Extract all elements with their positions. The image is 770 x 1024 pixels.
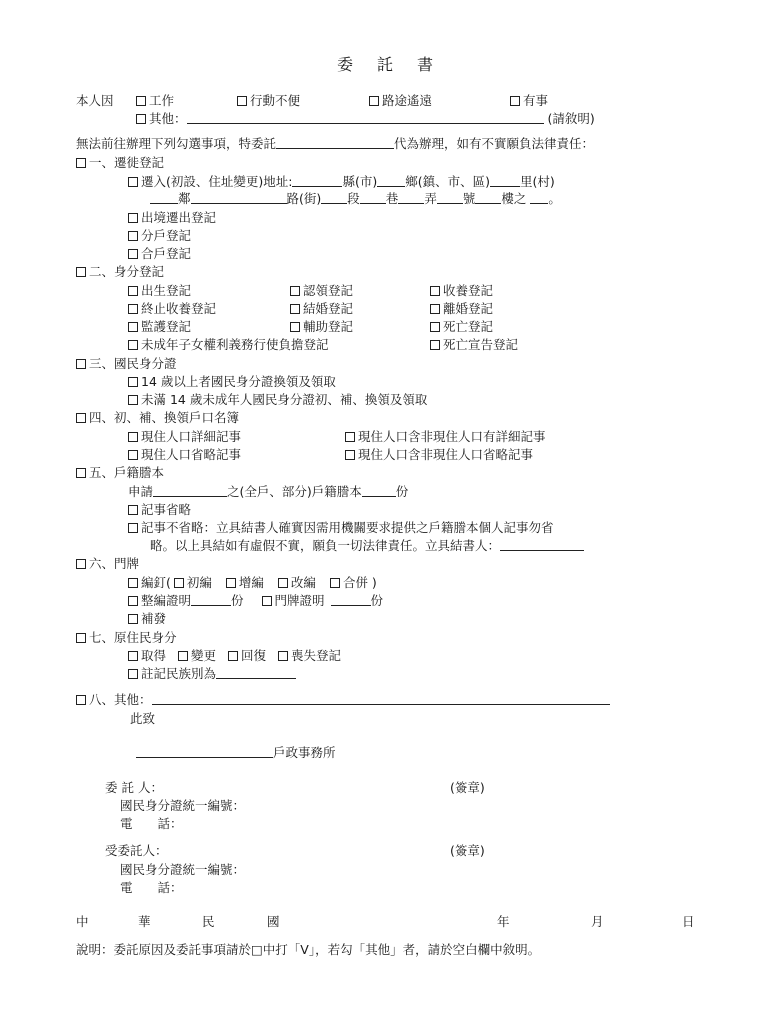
s2-death-checkbox[interactable] — [430, 322, 440, 332]
s7-restore-checkbox[interactable] — [228, 651, 238, 661]
lane-field[interactable] — [360, 191, 386, 204]
s4-item: 現住人口含非現住人口有詳細記事 — [345, 429, 546, 445]
reason-distance: 路途遙遠 — [369, 93, 432, 109]
s5-omit: 記事省略 — [128, 502, 191, 518]
s6-plate-cert-checkbox[interactable] — [262, 596, 272, 606]
s7-ethnic-field[interactable] — [216, 666, 296, 679]
s2-divorce-checkbox[interactable] — [430, 304, 440, 314]
road-field[interactable] — [191, 191, 287, 204]
reason-other-field[interactable] — [187, 111, 544, 124]
agent-id: 國民身分證統一編號： — [120, 862, 246, 877]
reason-business: 有事 — [510, 93, 548, 109]
s3-a-checkbox[interactable] — [128, 377, 138, 387]
date-char: 民 — [202, 914, 215, 929]
s5-copies-field[interactable] — [362, 484, 396, 497]
reason-other-checkbox[interactable] — [136, 114, 146, 124]
section-3-checkbox[interactable] — [76, 359, 86, 369]
s7-options: 取得 變更 回復 喪失登記 — [128, 648, 341, 664]
county-field[interactable] — [292, 174, 342, 187]
s6-change-checkbox[interactable] — [278, 578, 288, 588]
s5-omit-checkbox[interactable] — [128, 505, 138, 515]
to-line: 此致 — [130, 711, 156, 726]
s2-end-adoption-checkbox[interactable] — [128, 304, 138, 314]
s4-a-checkbox[interactable] — [128, 432, 138, 442]
s1-split: 分戶登記 — [128, 228, 191, 244]
s7-acquire-checkbox[interactable] — [128, 651, 138, 661]
s5-noomit-checkbox[interactable] — [128, 523, 138, 533]
s8-other-field[interactable] — [152, 692, 610, 705]
section-6-checkbox[interactable] — [76, 559, 86, 569]
s2-item: 離婚登記 — [430, 301, 493, 317]
section-4-heading: 四、初、補、換領戶口名簿 — [76, 410, 239, 426]
s6-cert: 整編證明 份 門牌證明 份 — [128, 593, 383, 609]
date-char: 中 — [76, 914, 89, 929]
delegate-name-field[interactable] — [276, 136, 394, 149]
s4-c-checkbox[interactable] — [128, 450, 138, 460]
s6-edit: 編釘( 初編 增編 改編 合併 ) — [128, 575, 377, 591]
office-field[interactable] — [136, 745, 273, 758]
principal-label: 委 託 人： — [105, 780, 163, 795]
s5-noomit: 記事不省略：立具結書人確實因需用機關要求提供之戶籍謄本個人記事勿省 — [128, 520, 554, 536]
floor-field[interactable] — [475, 191, 501, 204]
reason-business-checkbox[interactable] — [510, 96, 520, 106]
s3-item: 未滿 14 歲未成年人國民身分證初、補、換領及領取 — [128, 392, 427, 408]
s6-initial-checkbox[interactable] — [174, 578, 184, 588]
reason-other: 其他： (請敘明) — [136, 111, 595, 127]
s7-lose-checkbox[interactable] — [278, 651, 288, 661]
section-field[interactable] — [321, 191, 347, 204]
date-year: 年 — [497, 914, 510, 929]
s5-apply: 申請 之(全戶、部分)戶籍謄本 份 — [128, 484, 409, 499]
section-7-heading: 七、原住民身分 — [76, 630, 177, 646]
principal-phone: 電 話： — [120, 816, 183, 831]
floor-sub-field[interactable] — [530, 191, 548, 204]
s4-item: 現住人口含非現住人口省略記事 — [345, 447, 533, 463]
section-1-heading: 一、遷徙登記 — [76, 155, 164, 171]
note: 說明：委託原因及委託事項請於□中打「V」，若勾「其他」者，請於空白欄中敘明。 — [76, 942, 541, 957]
s2-minor-checkbox[interactable] — [128, 340, 138, 350]
section-5-checkbox[interactable] — [76, 468, 86, 478]
s2-acknowledge-checkbox[interactable] — [290, 286, 300, 296]
s7-change-checkbox[interactable] — [178, 651, 188, 661]
s2-death-decl-checkbox[interactable] — [430, 340, 440, 350]
section-7-checkbox[interactable] — [76, 633, 86, 643]
s2-adoption-checkbox[interactable] — [430, 286, 440, 296]
date-char: 華 — [138, 914, 151, 929]
s1-merge-checkbox[interactable] — [128, 249, 138, 259]
number-field[interactable] — [437, 191, 463, 204]
s2-marriage-checkbox[interactable] — [290, 304, 300, 314]
s2-birth-checkbox[interactable] — [128, 286, 138, 296]
section-5-heading: 五、戶籍謄本 — [76, 465, 164, 481]
principal-id: 國民身分證統一編號： — [120, 798, 246, 813]
s2-item: 終止收養登記 — [128, 301, 216, 317]
document-title: 委 託 書 — [336, 55, 434, 74]
s4-b-checkbox[interactable] — [345, 432, 355, 442]
section-1-checkbox[interactable] — [76, 158, 86, 168]
s2-item: 輔助登記 — [290, 319, 353, 335]
s2-item: 監護登記 — [128, 319, 191, 335]
s1-out: 出境遷出登記 — [128, 210, 216, 226]
s2-guardian-checkbox[interactable] — [128, 322, 138, 332]
s5-name-field[interactable] — [153, 484, 227, 497]
s1-move-in-checkbox[interactable] — [128, 177, 138, 187]
s6-reissue-checkbox[interactable] — [128, 614, 138, 624]
section-2-heading: 二、身分登記 — [76, 264, 164, 280]
s6-add-checkbox[interactable] — [226, 578, 236, 588]
s4-item: 現住人口省略記事 — [128, 447, 241, 463]
village-field[interactable] — [490, 174, 520, 187]
date-char: 國 — [267, 914, 280, 929]
reason-work-checkbox[interactable] — [136, 96, 146, 106]
s3-item: 14 歲以上者國民身分證換領及領取 — [128, 374, 336, 390]
reason-mobility-checkbox[interactable] — [237, 96, 247, 106]
reason-work: 工作 — [136, 93, 174, 109]
s3-b-checkbox[interactable] — [128, 395, 138, 405]
reason-intro: 本人因 — [76, 93, 114, 108]
s1-split-checkbox[interactable] — [128, 231, 138, 241]
section-8-checkbox[interactable] — [76, 695, 86, 705]
reason-distance-checkbox[interactable] — [369, 96, 379, 106]
s2-item: 收養登記 — [430, 283, 493, 299]
agent-label: 受委託人： — [105, 843, 168, 858]
section-2-checkbox[interactable] — [76, 267, 86, 277]
s6-reissue: 補發 — [128, 611, 166, 627]
s6-cert-copies-field[interactable] — [191, 593, 231, 606]
agent-seal: (簽章) — [450, 843, 485, 858]
date-month: 月 — [591, 914, 604, 929]
delegate-line: 無法前往辦理下列勾選事項，特委託 代為辦理，如有不實願負法律責任： — [76, 136, 595, 151]
s6-edit-checkbox[interactable] — [128, 578, 138, 588]
s2-item: 出生登記 — [128, 283, 191, 299]
s2-item: 死亡登記 — [430, 319, 493, 335]
alley-field[interactable] — [398, 191, 424, 204]
s2-item: 結婚登記 — [290, 301, 353, 317]
s1-move-in: 遷入(初設、住址變更)地址: 縣(市) 鄉(鎮、市、區) 里(村) — [128, 174, 555, 190]
s6-combine-checkbox[interactable] — [330, 578, 340, 588]
agent-phone: 電 話： — [120, 880, 183, 895]
s2-item: 未成年子女權利義務行使負擔登記 — [128, 337, 329, 353]
section-4-checkbox[interactable] — [76, 413, 86, 423]
s4-d-checkbox[interactable] — [345, 450, 355, 460]
s7-ethnic: 註記民族別為 — [128, 666, 296, 682]
section-3-heading: 三、國民身分證 — [76, 356, 177, 372]
s1-move-in-address: 鄰 路(街) 段 巷 弄 號 樓之 。 — [150, 191, 561, 207]
s5-noomit-cont: 略。以上具結如有虛假不實，願負一切法律責任。立具結書人： — [150, 538, 584, 554]
office-line: 戶政事務所 — [136, 745, 336, 761]
neighborhood-field[interactable] — [150, 191, 178, 204]
s2-item: 認領登記 — [290, 283, 353, 299]
s1-out-checkbox[interactable] — [128, 213, 138, 223]
s4-item: 現住人口詳細記事 — [128, 429, 241, 445]
s1-merge: 合戶登記 — [128, 246, 191, 262]
s5-signer-field[interactable] — [500, 538, 584, 551]
section-6-heading: 六、門牌 — [76, 556, 139, 572]
s7-ethnic-checkbox[interactable] — [128, 669, 138, 679]
principal-seal: (簽章) — [450, 780, 485, 795]
s6-cert-checkbox[interactable] — [128, 596, 138, 606]
section-8-heading: 八、其他： — [76, 692, 610, 708]
s6-plate-copies-field[interactable] — [331, 593, 371, 606]
date-day: 日 — [682, 914, 695, 929]
township-field[interactable] — [377, 174, 405, 187]
s2-item: 死亡宣告登記 — [430, 337, 518, 353]
reason-mobility: 行動不便 — [237, 93, 300, 109]
s2-assist-checkbox[interactable] — [290, 322, 300, 332]
